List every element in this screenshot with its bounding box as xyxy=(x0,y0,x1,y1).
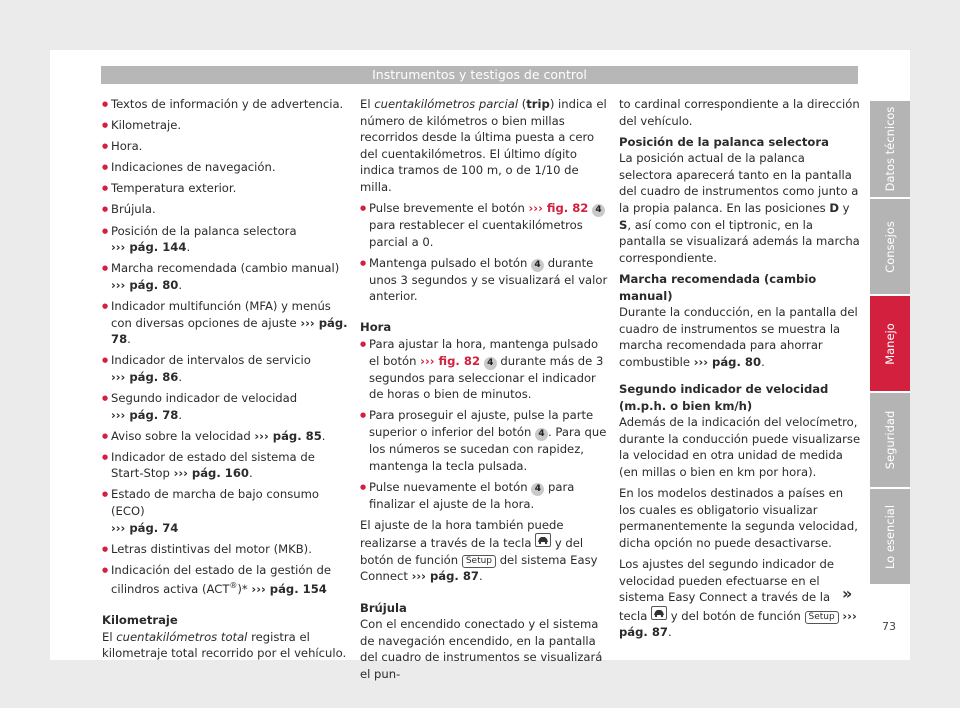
page-number: 73 xyxy=(882,620,896,633)
tab-lo-esencial[interactable]: Lo esencial xyxy=(870,489,910,584)
list-item: ● Aviso sobre la velocidad ››› pág. 85. xyxy=(102,428,348,445)
car-key-icon xyxy=(535,533,551,547)
paragraph: El ajuste de la hora también puede realizarse a través de la tecla y del botón de función Setup del sistema Easy Connect ››› pág. 87. xyxy=(360,517,598,584)
list-item: ● Marcha recomendada (cambio manual) ››› pág. 80. xyxy=(102,260,348,293)
setup-key-icon: Setup xyxy=(462,555,496,568)
section-heading: Hora xyxy=(360,320,392,335)
paragraph: Durante la conducción, en la pantalla del cuadro de instrumentos se muestra la marcha recomendada para ahorrar combustible ››› pág. 80. xyxy=(619,305,858,369)
paragraph: En los modelos destinados a países en los cuales es obligatorio visualizar permanentemente la segunda velocidad, dicha opción no puede desactivarse. xyxy=(619,486,858,550)
continue-arrow-icon: » xyxy=(842,584,853,603)
tab-datos-tecnicos[interactable]: Datos técnicos xyxy=(870,101,910,197)
page-link[interactable]: ››› pág. 160 xyxy=(173,466,249,481)
list-item: ● Hora. xyxy=(102,138,348,155)
list-item: ● Indicador multifunción (MFA) y menús con diversas opciones de ajuste ››› pág. 78. xyxy=(102,298,348,348)
page-link[interactable]: ››› pág. 78 xyxy=(111,407,179,422)
paragraph: El cuentakilómetros parcial (trip) indica el número de kilómetros o bien millas recorridos desde la última puesta a cero del cuentakilómetros. El último dígito indica tramos de 100 m, o de 1/10 de milla. xyxy=(360,97,607,194)
column-3 xyxy=(619,96,861,645)
section-heading: Brújula xyxy=(360,600,407,615)
list-item: ● Kilometraje. xyxy=(102,117,348,134)
figure-link[interactable]: ››› fig. 82 xyxy=(420,353,481,368)
page-link[interactable]: ››› pág. 74 xyxy=(111,520,179,535)
page-link[interactable]: ››› pág. 80 xyxy=(111,277,179,292)
button-4-icon: 4 xyxy=(484,357,497,370)
paragraph: El cuentakilómetros total registra el kilometraje total recorrido por el vehículo. xyxy=(102,629,347,661)
section-heading: Segundo indicador de velocidad (m.p.h. o bien km/h) xyxy=(619,382,829,413)
list-item: ● Indicaciones de navegación. xyxy=(102,159,348,176)
list-item: ● Textos de información y de advertencia. xyxy=(102,96,348,113)
list-item: ● Letras distintivas del motor (MKB). xyxy=(102,541,348,558)
paragraph: La posición actual de la palanca selectora aparecerá tanto en la pantalla del cuadro de instrumentos como junto a la propia palanca. En las posiciones D y S, así como con el tiptronic, en la pantalla se visualizará además la marcha correspondiente. xyxy=(619,151,860,265)
page-link[interactable]: ››› pág. 80 xyxy=(693,354,762,369)
car-key-icon xyxy=(651,606,667,620)
page-link[interactable]: ››› pág. 78 xyxy=(111,315,348,347)
list-item: ● Posición de la palanca selectora ››› pág. 144. xyxy=(102,223,348,256)
page-header: Instrumentos y testigos de control xyxy=(101,66,858,84)
page-link[interactable]: ››› pág. 87 xyxy=(619,608,857,640)
tab-consejos[interactable]: Consejos xyxy=(870,199,910,294)
section-heading: Posición de la palanca selectora xyxy=(619,134,829,149)
list-item: ● Pulse brevemente el botón ››› fig. 82 4 para restablecer el cuentakilómetros parcial a 0. xyxy=(360,200,608,250)
list-item: ● Segundo indicador de velocidad ››› pág. 78. xyxy=(102,390,348,423)
paragraph: Además de la indicación del velocímetro, durante la conducción puede visualizarse la velocidad en otra unidad de medida (en millas o bien en km por hora). xyxy=(619,415,861,479)
button-4-icon: 4 xyxy=(531,483,544,496)
tab-seguridad[interactable]: Seguridad xyxy=(870,393,910,487)
list-item: ● Estado de marcha de bajo consumo (ECO) ››› pág. 74 xyxy=(102,486,348,536)
page-link[interactable]: ››› pág. 144 xyxy=(111,240,187,255)
list-item: ● Mantenga pulsado el botón 4 durante unos 3 segundos y se visualizará el valor anterior. xyxy=(360,255,608,305)
list-item: ● Para ajustar la hora, mantenga pulsado el botón ››› fig. 82 4 durante más de 3 segundos para seleccionar el indicador de horas o bien de minutos. xyxy=(360,336,608,403)
button-4-icon: 4 xyxy=(592,204,605,217)
list-item: ● Indicación del estado de la gestión de cilindros activa (ACT®)* ››› pág. 154 xyxy=(102,562,348,598)
button-4-icon: 4 xyxy=(531,259,544,272)
figure-link[interactable]: ››› fig. 82 xyxy=(528,201,589,216)
paragraph: Los ajustes del segundo indicador de velocidad pueden efectuarse en el sistema Easy Connect a través de la tecla y del botón de función Setup ››› pág. 87. xyxy=(619,556,857,640)
list-item: ● Indicador de intervalos de servicio ››› pág. 86. xyxy=(102,352,348,385)
paragraph: to cardinal correspondiente a la dirección del vehículo. xyxy=(619,97,860,128)
column-2 xyxy=(360,96,608,687)
tab-manejo[interactable]: Manejo xyxy=(870,296,910,391)
list-item: ● Indicador de estado del sistema de Start-Stop ››› pág. 160. xyxy=(102,449,348,482)
section-heading: Marcha recomendada (cambio manual) xyxy=(619,271,817,303)
page-link[interactable]: ››› pág. 154 xyxy=(251,582,327,597)
page-link[interactable]: ››› pág. 85 xyxy=(254,428,322,443)
section-heading: Kilometraje xyxy=(102,613,178,628)
list-item: ● Para proseguir el ajuste, pulse la parte superior o inferior del botón 4 . Para que los números se sucedan con rapidez, mantenga la tecla pulsada. xyxy=(360,407,608,474)
page-link[interactable]: ››› pág. 87 xyxy=(411,569,479,584)
list-item: ● Temperatura exterior. xyxy=(102,180,348,197)
setup-key-icon: Setup xyxy=(805,611,839,624)
paragraph: Con el encendido conectado y el sistema de navegación encendido, en la pantalla del cuadro de instrumentos se visualizará el pun- xyxy=(360,617,603,681)
page-link[interactable]: ››› pág. 86 xyxy=(111,369,179,384)
list-item: ● Brújula. xyxy=(102,201,348,218)
column-1 xyxy=(102,96,348,667)
list-item: ● Pulse nuevamente el botón 4 para finalizar el ajuste de la hora. xyxy=(360,479,608,513)
button-4-icon: 4 xyxy=(535,428,548,441)
